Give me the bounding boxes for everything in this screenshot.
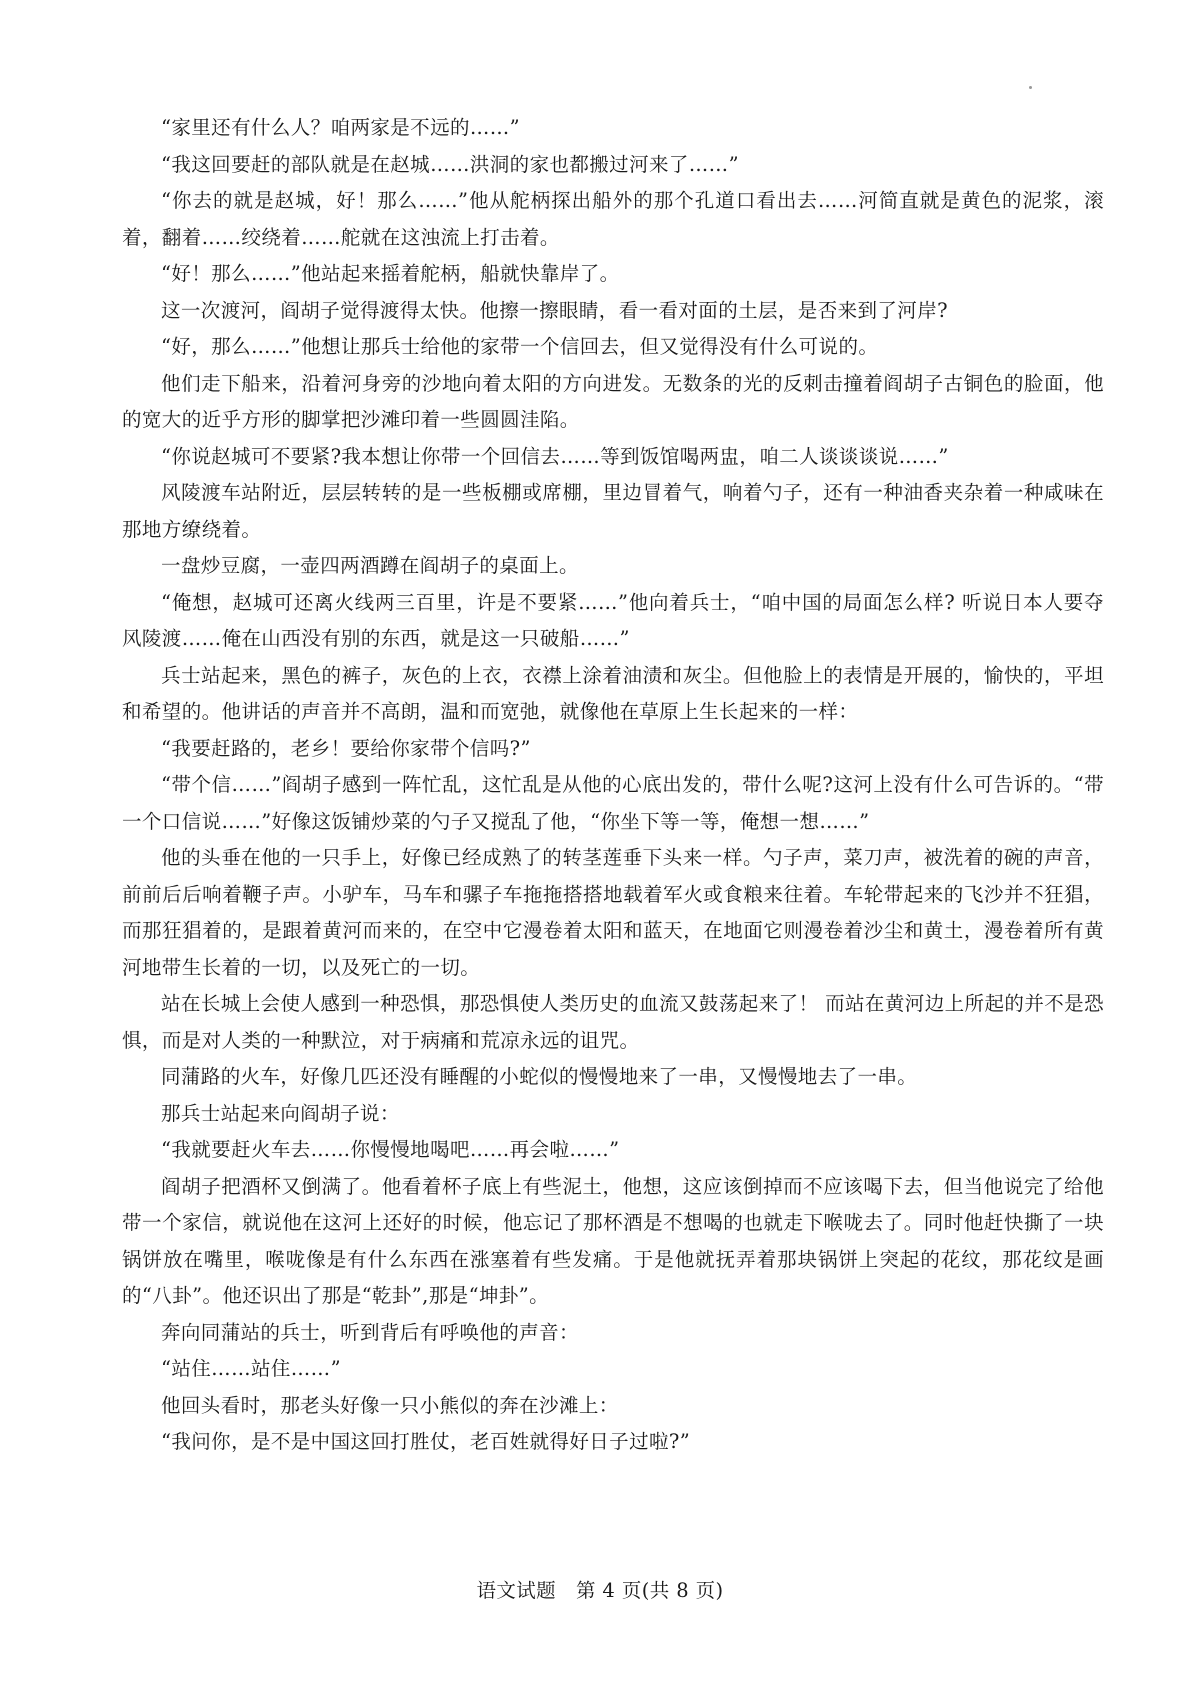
paragraph: 一盘炒豆腐，一壶四两酒蹲在阎胡子的桌面上。 [161, 554, 579, 577]
paragraph: 站在长城上会使人感到一种恐惧，那恐惧使人类历史的血流又鼓荡起来了！ 而站在黄河边上所起的并不是恐惧，而是对人类的一种默泣，对于病痛和荒凉永远的诅咒。 [122, 992, 1104, 1052]
paragraph: 兵士站起来，黑色的裤子，灰色的上衣，衣襟上涂着油渍和灰尘。但他脸上的表情是开展的，愉快的，平坦和希望的。他讲话的声音并不高朗，温和而宽弛，就像他在草原上生长起来的一样： [122, 663, 1104, 723]
scan-dot [1029, 86, 1032, 89]
paragraph: “你去的就是赵城，好！那么……”他从舵柄探出船外的那个孔道口看出去……河简直就是黄色的泥浆，滚着，翻着……绞绕着……舵就在这浊流上打击着。 [122, 189, 1104, 249]
page-footer: 语文试题 第 4 页(共 8 页) [476, 1579, 724, 1602]
paragraph: 他回头看时，那老头好像一只小熊似的奔在沙滩上： [161, 1393, 619, 1417]
paragraph: “带个信……”阎胡子感到一阵忙乱，这忙乱是从他的心底出发的，带什么呢?这河上没有什么可告诉的。“带一个口信说……”好像这饭铺炒菜的勺子又搅乱了他，“你坐下等一等，俺想一想……” [122, 773, 1104, 833]
paragraph: “我问你，是不是中国这回打胜仗，老百姓就得好日子过啦?” [161, 1430, 691, 1453]
paragraph: “我这回要赶的部队就是在赵城……洪洞的家也都搬过河来了……” [161, 152, 739, 176]
paragraph: 那兵士站起来向阎胡子说： [161, 1101, 400, 1125]
paragraph: 风陵渡车站附近，层层转转的是一些板棚或席棚，里边冒着气，响着勺子，还有一种油香夹杂着一种咸味在那地方缭绕着。 [122, 481, 1104, 541]
paragraph: 同蒲路的火车，好像几匹还没有睡醒的小蛇似的慢慢地来了一串，又慢慢地去了一串。 [161, 1065, 918, 1088]
paragraph: “站住……站住……” [161, 1357, 341, 1380]
paragraph: “俺想，赵城可还离火线两三百里，许是不要紧……”他向着兵士，“咱中国的局面怎么样? 听说日本人要夺风陵渡……俺在山西没有别的东西，就是这一只破船……” [122, 590, 1104, 650]
paragraph: “好，那么……”他想让那兵士给他的家带一个信回去，但又觉得没有什么可说的。 [161, 335, 879, 358]
paragraph: 阎胡子把酒杯又倒满了。他看着杯子底上有些泥土，他想，这应该倒掉而不应该喝下去，但当他说完了给他带一个家信，就说他在这河上还好的时候，他忘记了那杯酒是不想喝的也就走下喉咙去了。同时他赶快撕了一块锅饼放在嘴里，喉咙像是有什么东西在涨塞着有些发痛。于是他就抚弄着那块锅饼上突起的花纹，那花纹是画的“八卦”。他还识出了那是“乾卦”,那是“坤卦”。 [122, 1174, 1104, 1307]
story-text [122, 110, 1104, 1461]
paragraph: “好！那么……”他站起来摇着舵柄，船就快靠岸了。 [161, 262, 620, 285]
paragraph: “家里还有什么人？咱两家是不远的……” [161, 116, 521, 139]
paragraph: 这一次渡河，阎胡子觉得渡得太快。他擦一擦眼睛，看一看对面的土层，是否来到了河岸? [161, 298, 948, 322]
paragraph: 奔向同蒲站的兵士，听到背后有呼唤他的声音： [161, 1320, 579, 1344]
paragraph: 他们走下船来，沿着河身旁的沙地向着太阳的方向进发。无数条的光的反刺击撞着阎胡子古铜色的脸面，他的宽大的近乎方形的脚掌把沙滩印着一些圆圆洼陷。 [122, 371, 1104, 431]
paragraph: “你说赵城可不要紧?我本想让你带一个回信去……等到饭馆喝两盅，咱二人谈谈谈说……” [161, 444, 949, 468]
paragraph: “我就要赶火车去……你慢慢地喝吧……再会啦……” [161, 1138, 620, 1161]
paragraph: “我要赶路的，老乡！要给你家带个信吗?” [161, 736, 531, 760]
paragraph: 他的头垂在他的一只手上，好像已经成熟了的转茎莲垂下头来一样。勺子声，菜刀声，被洗着的碗的声音，前前后后响着鞭子声。小驴车，马车和骡子车拖拖搭搭地载着军火或食粮来往着。车轮带起来的飞沙并不狂猖，而那狂猖着的，是跟着黄河而来的，在空中它漫卷着太阳和蓝天，在地面它则漫卷着沙尘和黄土，漫卷着所有黄河地带生长着的一切，以及死亡的一切。 [122, 846, 1104, 979]
